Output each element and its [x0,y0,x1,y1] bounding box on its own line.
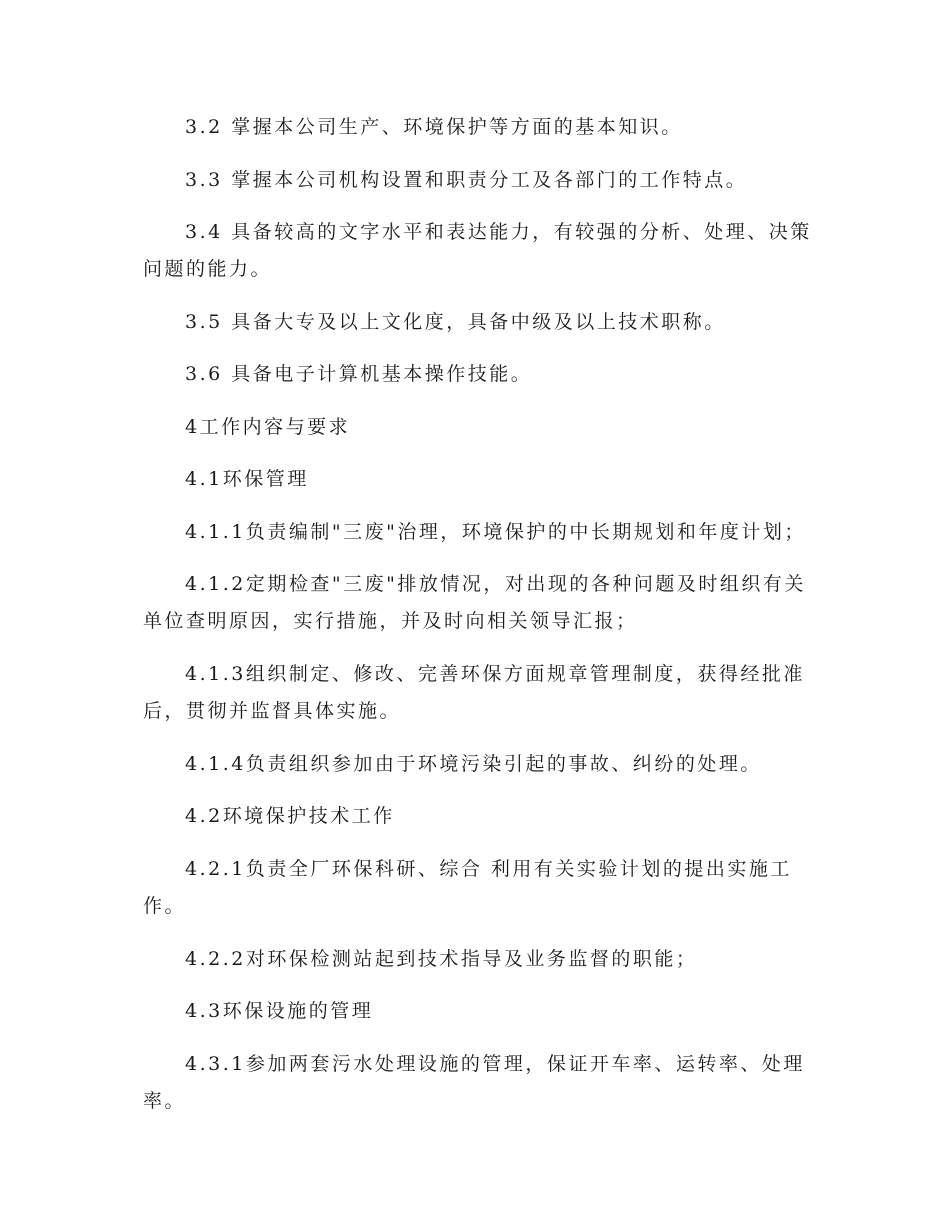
paragraph-3-6: 3.6 具备电子计算机基本操作技能。 [185,363,533,385]
paragraph-4-1-3: 4.1.3组织制定、修改、完善环保方面规章管理制度，获得经批准后，贯彻并监督具体实施。 [143,663,805,722]
paragraph-4-2-1: 4.2.1负责全厂环保科研、综合 利用有关实验计划的提出实施工作。 [143,858,792,917]
section-heading-4-1: 4.1环保管理 [185,468,309,490]
paragraph-4-1-1: 4.1.1负责编制"三废"治理，环境保护的中长期规划和年度计划； [185,521,806,543]
paragraph-4-1-4: 4.1.4负责组织参加由于环境污染引起的事故、纠纷的处理。 [185,753,762,775]
section-heading-4-3: 4.3环保设施的管理 [185,1000,374,1022]
paragraph-4-2-2: 4.2.2对环保检测站起到技术指导及业务监督的职能； [185,948,698,970]
paragraph-3-4: 3.4 具备较高的文字水平和表达能力，有较强的分析、处理、决策问题的能力。 [143,221,812,280]
paragraph-3-5: 3.5 具备大专及以上文化度，具备中级及以上技术职称。 [185,311,726,333]
paragraph-4-1-2: 4.1.2定期检查"三废"排放情况，对出现的各种问题及时组织有关单位查明原因，实行措施，并及时向相关领导汇报； [143,573,806,632]
paragraph-3-3: 3.3 掌握本公司机构设置和职责分工及各部门的工作特点。 [185,169,748,191]
section-heading-4-2: 4.2环境保护技术工作 [185,805,395,827]
section-heading-4: 4工作内容与要求 [185,416,351,438]
paragraph-4-3-1: 4.3.1参加两套污水处理设施的管理，保证开车率、运转率、处理率。 [143,1053,805,1112]
paragraph-3-2: 3.2 掌握本公司生产、环境保护等方面的基本知识。 [185,116,683,138]
